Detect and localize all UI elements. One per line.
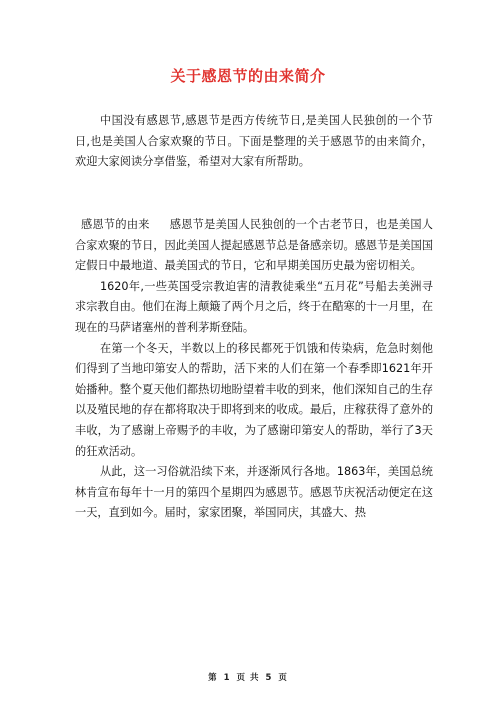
main-block: [75, 215, 433, 524]
footer-total-pages: 5: [265, 673, 273, 683]
footer-prefix: 第: [208, 673, 218, 683]
page-footer: [0, 671, 496, 683]
intro-block: [75, 111, 433, 173]
section-paragraph: [75, 215, 433, 277]
section-first-text: 感恩节是美国人民独创的一个古老节日，也是美国人合家欢聚的节日，因此美国人提起感恩节总是备感亲切。感恩节是美国国定假日中最地道、最美国式的节日，它和早期美国历史最为密切相关。: [75, 218, 434, 273]
body-paragraph-3: 从此，这一习俗就沿续下来，并逐渐风行各地。1863年，美国总统林肯宣布每年十一月的第四个星期四为感恩节。感恩节庆祝活动便定在这一天，直到如今。届时，家家团聚，举国同庆，其盛大、热: [75, 465, 434, 520]
body-paragraph-2: 在第一个冬天，半数以上的移民都死于饥饿和传染病，危急时刻他们得到了当地印第安人的帮助，活下来的人们在第一个春季即1621年开始播种。整个夏天他们都热切地盼望着丰收的到来，他们深知自己的生存以及殖民地的存在都将取决于即将到来的收成。最后，庄稼获得了意外的丰收，为了感谢上帝赐予的丰收，为了感谢印第安人的帮助，举行了3天的狂欢活动。: [75, 341, 434, 458]
document-title: 关于感恩节的由来简介: [170, 67, 326, 85]
intro-paragraph: 中国没有感恩节,感恩节是西方传统节日,是美国人民独创的一个节日,也是美国人合家欢聚的节日。下面是整理的关于感恩节的由来简介，欢迎大家阅读分享借鉴，希望对大家有所帮助。: [75, 114, 433, 169]
footer-middle: 页 共: [236, 673, 260, 683]
footer-page-number: 1: [223, 673, 231, 683]
body-paragraph-1: 1620年,一些英国受宗教迫害的清教徒乘坐“五月花”号船去美洲寻求宗教自由。他们在海上颠簸了两个月之后，终于在酷寒的十一月里，在现在的马萨诸塞州的普利茅斯登陆。: [75, 279, 434, 334]
section-label: 感恩节的由来: [81, 218, 150, 231]
footer-suffix: 页: [278, 673, 288, 683]
